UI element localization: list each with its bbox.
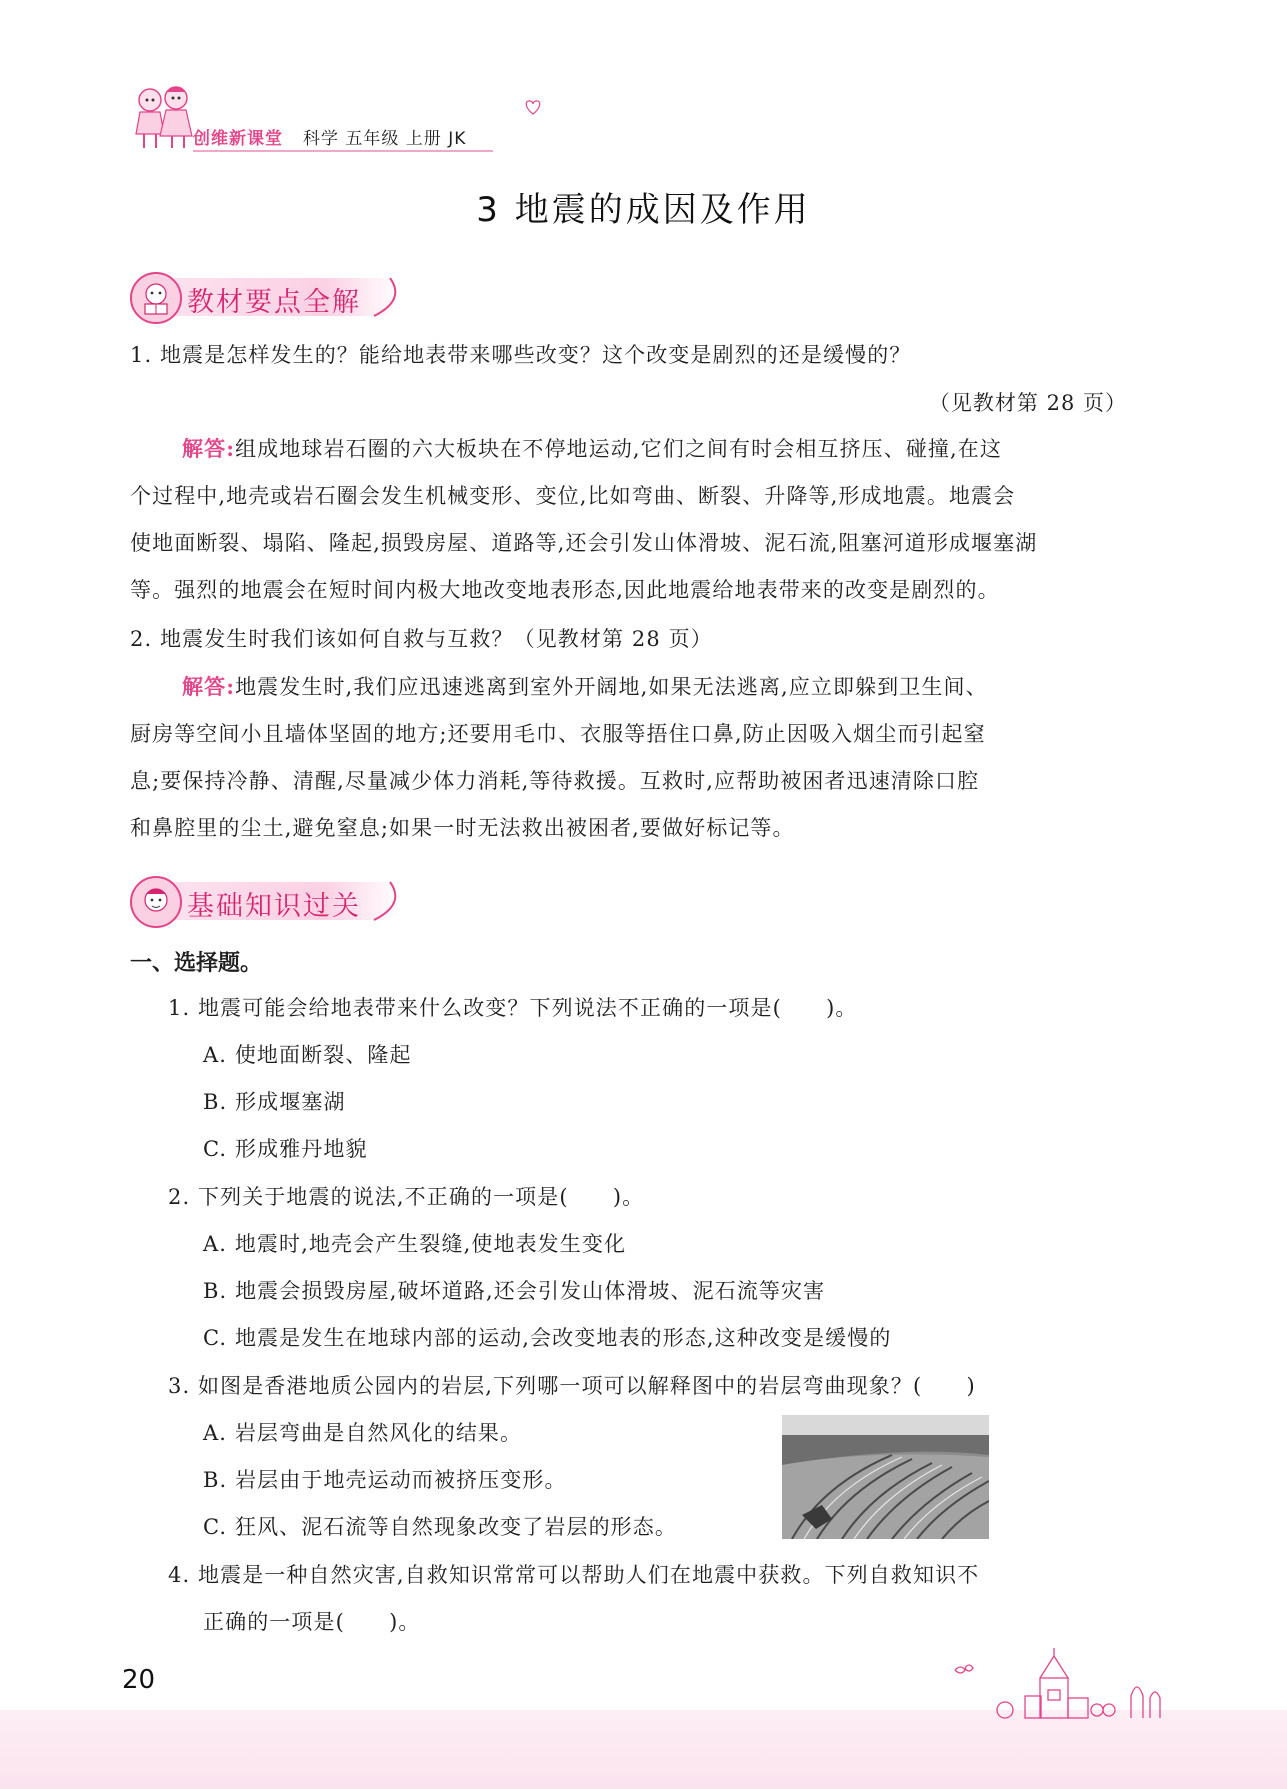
swoosh-icon [370, 880, 410, 924]
lesson-title: 3 地震的成因及作用 [476, 190, 811, 230]
mc-1-option-c: C. 形成雅丹地貌 [203, 1137, 368, 1161]
section-title: 基础知识过关 [187, 891, 361, 922]
mc-2-option-a: A. 地震时,地壳会产生裂缝,使地表发生变化 [203, 1232, 627, 1256]
answer-1-line-4: 等。强烈的地震会在短时间内极大地改变地表形态,因此地震给地表带来的改变是剧烈的。 [130, 578, 1000, 602]
section-header-textbook-points [130, 272, 410, 322]
answer-1-line-2: 个过程中,地壳或岩石圈会发生机械变形、变位,比如弯曲、断裂、升降等,形成地震。地震会 [130, 484, 1016, 508]
answer-2-line-4: 和鼻腔里的尘土,避免窒息;如果一时无法救出被困者,要做好标记等。 [130, 816, 795, 840]
mc-question-4-line-2: 正确的一项是( )。 [203, 1610, 421, 1634]
textbook-reference: （见教材第 28 页） [928, 391, 1127, 415]
mc-1-option-b: B. 形成堰塞湖 [203, 1090, 346, 1114]
thinking-mascot-icon [130, 876, 182, 928]
mc-3-option-b: B. 岩层由于地壳运动而被挤压变形。 [203, 1468, 567, 1492]
answer-1-line-3: 使地面断裂、塌陷、隆起,损毁房屋、道路等,还会引发山体滑坡、泥石流,阻塞河道形成堰塞湖 [130, 531, 1038, 555]
answer-2-line-3: 息;要保持冷静、清醒,尽量减少体力消耗,等待救援。互救时,应帮助被困者迅速清除口腔 [130, 769, 980, 793]
answer-2-line-2: 厨房等空间小且墙体坚固的地方;还要用毛巾、衣服等捂住口鼻,防止因吸入烟尘而引起窒 [130, 722, 986, 746]
mc-2-option-c: C. 地震是发生在地球内部的运动,会改变地表的形态,这种改变是缓慢的 [203, 1326, 892, 1350]
footer-band [0, 1710, 1287, 1789]
mc-2-option-b: B. 地震会损毁房屋,破坏道路,还会引发山体滑坡、泥石流等灾害 [203, 1279, 826, 1303]
answer-2-line-1: 解答:地震发生时,我们应迅速逃离到室外开阔地,如果无法逃离,应立即躲到卫生间、 [182, 674, 988, 699]
mc-question-3: 3. 如图是香港地质公园内的岩层,下列哪一项可以解释图中的岩层弯曲现象？( ) [168, 1374, 976, 1398]
mc-3-option-a: A. 岩层弯曲是自然风化的结果。 [203, 1421, 523, 1445]
page-number: 20 [122, 1665, 156, 1695]
mc-question-1: 1. 地震可能会给地表带来什么改变？下列说法不正确的一项是( )。 [168, 996, 858, 1020]
question-2: 2. 地震发生时我们该如何自救与互救？（见教材第 28 页） [130, 627, 713, 651]
folded-rock-strata-photo [782, 1415, 989, 1539]
reading-mascot-icon [130, 272, 182, 324]
mc-question-4-line-1: 4. 地震是一种自然灾害,自救知识常常可以帮助人们在地震中获救。下列自救知识不 [168, 1563, 980, 1587]
question-1: 1. 地震是怎样发生的？能给地表带来哪些改变？这个改变是剧烈的还是缓慢的？ [130, 343, 912, 367]
question-type-label: 一、选择题。 [130, 951, 263, 976]
header-divider [193, 150, 493, 152]
book-subject: 科学 五年级 上册 JK [303, 129, 467, 149]
section-header-basic-knowledge [130, 876, 410, 926]
answer-label: 解答: [182, 436, 236, 461]
heart-doodle-icon [522, 98, 544, 116]
answer-label: 解答: [182, 674, 236, 699]
mc-1-option-a: A. 使地面断裂、隆起 [203, 1043, 412, 1067]
brand-name: 创维新课堂 [193, 129, 283, 149]
section-title: 教材要点全解 [187, 287, 361, 318]
mc-question-2: 2. 下列关于地震的说法,不正确的一项是( )。 [168, 1185, 645, 1209]
kids-mascot-icon [128, 82, 200, 152]
swoosh-icon [370, 276, 410, 320]
answer-1-line-1: 解答:组成地球岩石圈的六大板块在不停地运动,它们之间有时会相互挤压、碰撞,在这 [182, 436, 1003, 461]
mc-3-option-c: C. 狂风、泥石流等自然现象改变了岩层的形态。 [203, 1515, 677, 1539]
castle-doodle-icon [945, 1648, 1175, 1720]
